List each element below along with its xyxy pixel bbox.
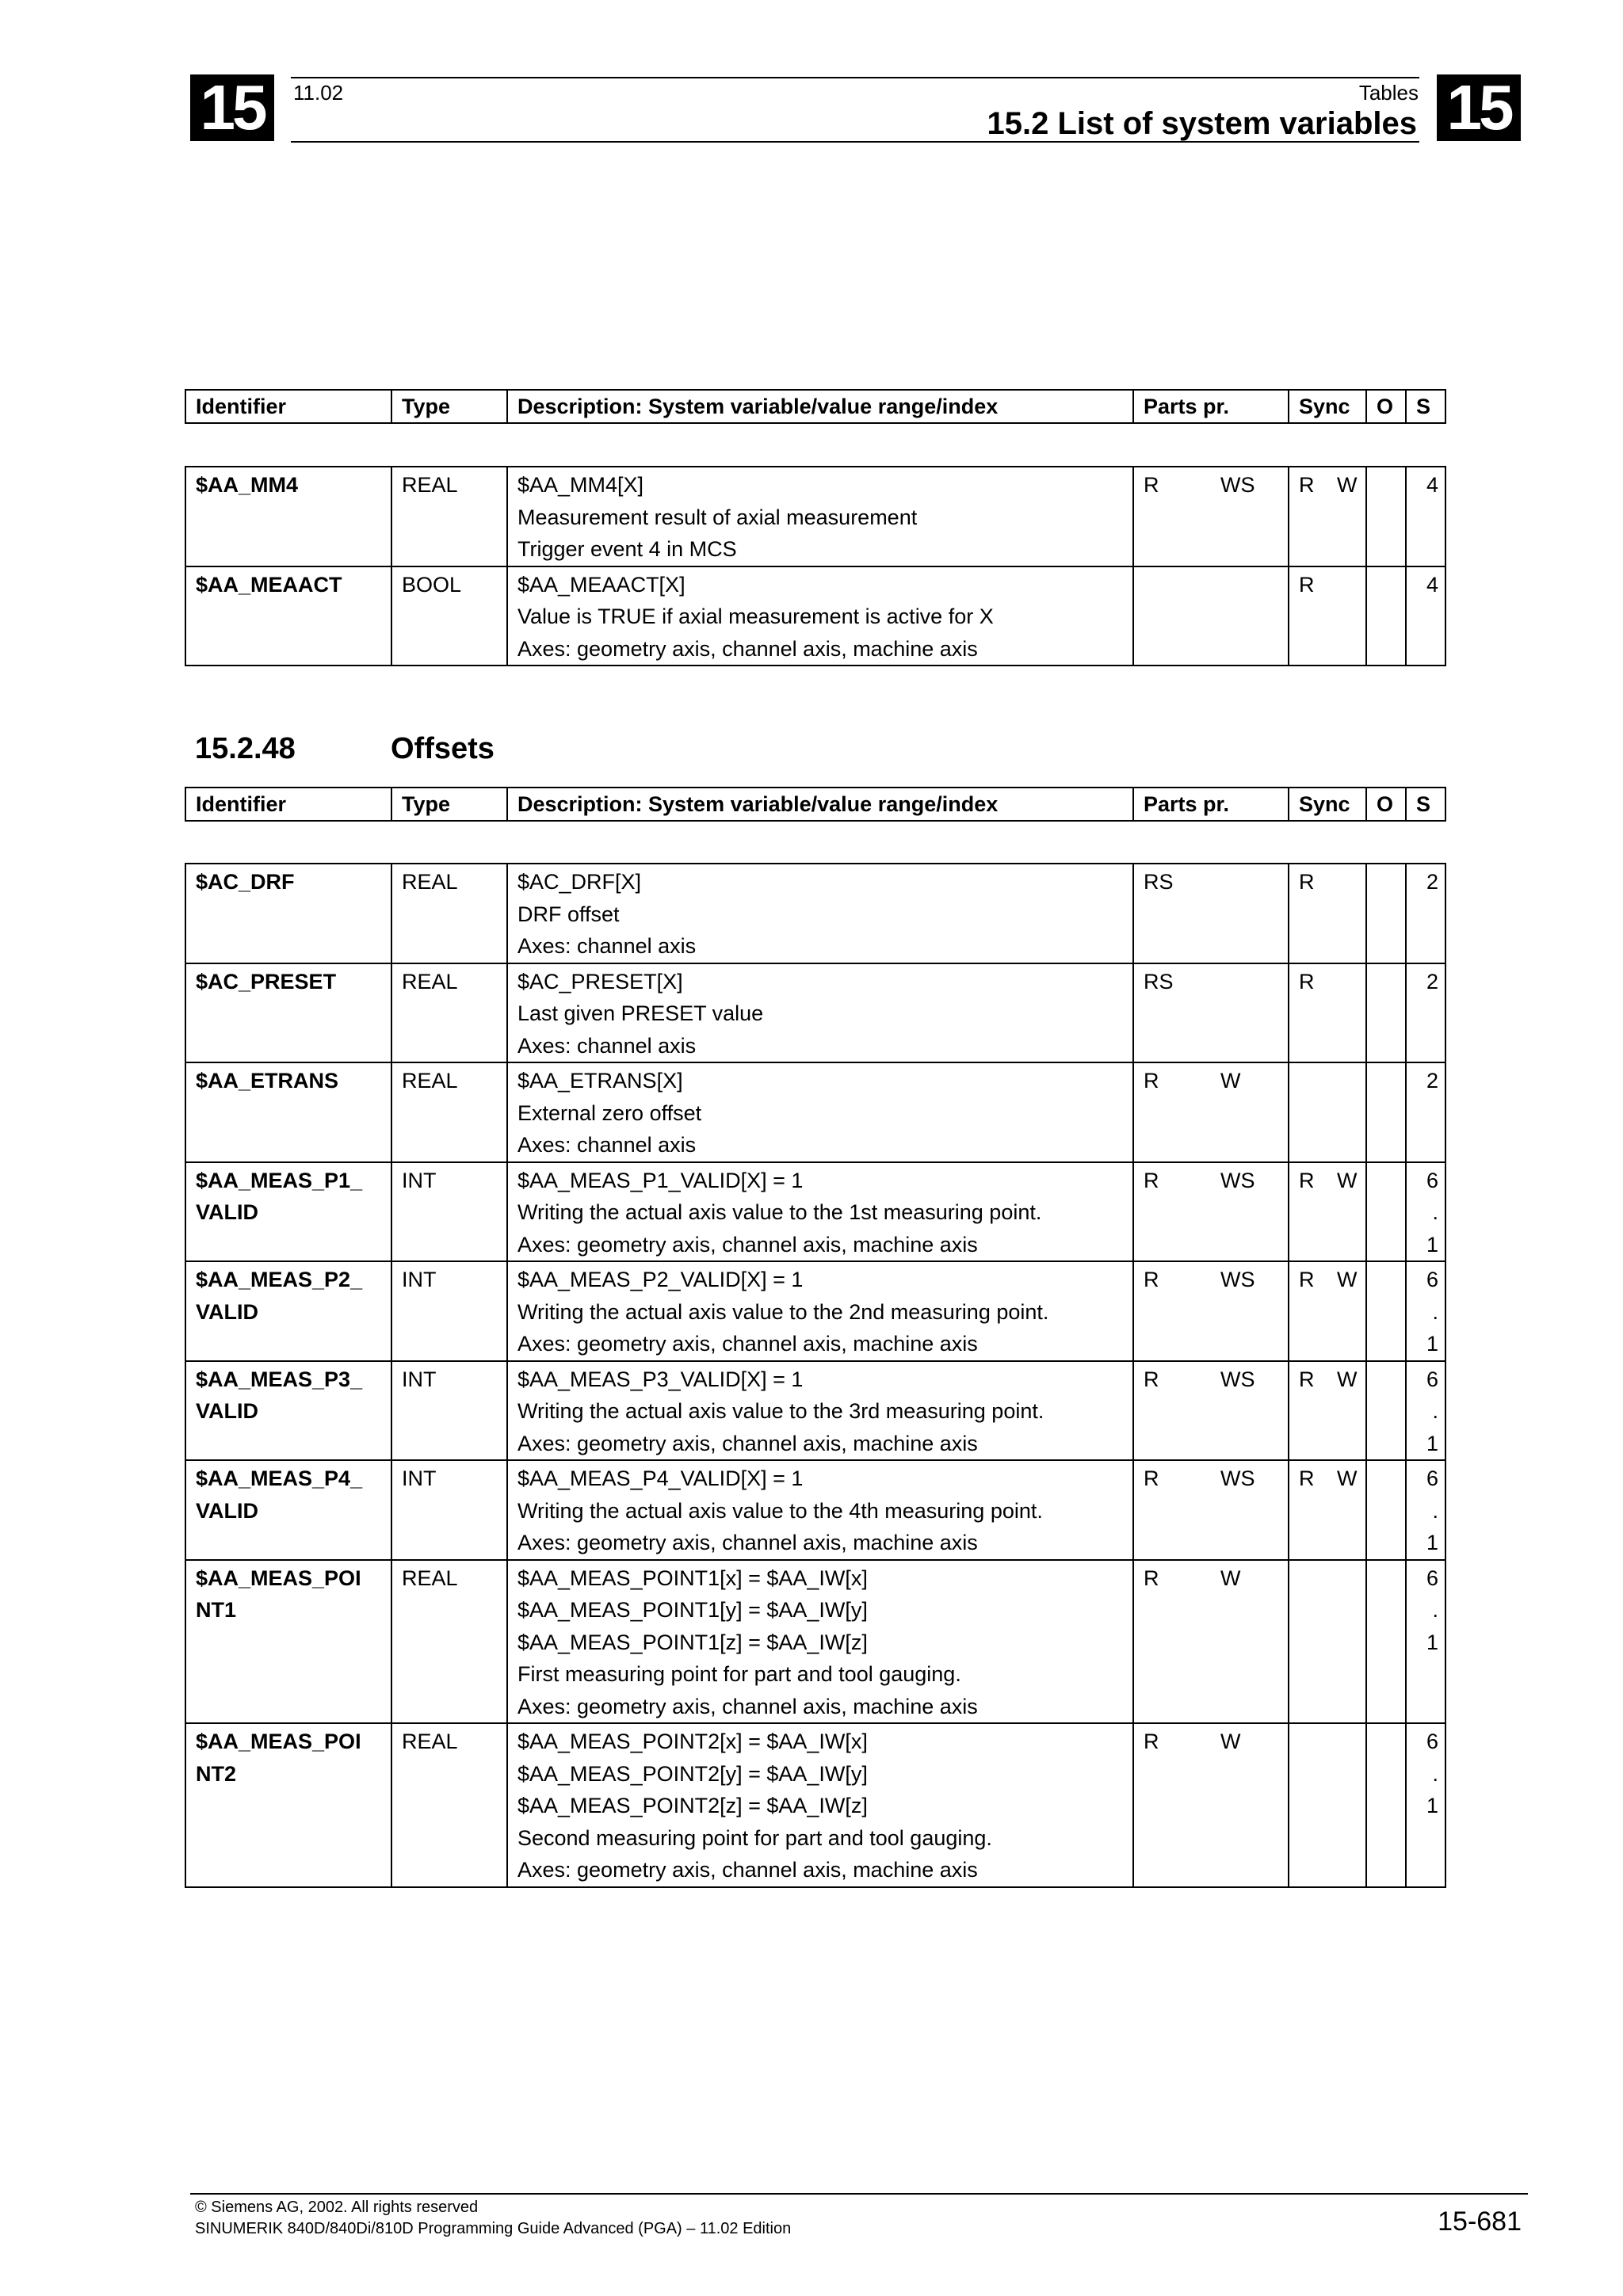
description-line: Value is TRUE if axial measurement is active for X xyxy=(517,605,994,628)
parts-read-cell: R xyxy=(1133,1261,1211,1361)
o-cell xyxy=(1366,864,1406,963)
identifier-cell: $AA_MM4 xyxy=(185,467,391,566)
o-cell xyxy=(1366,467,1406,566)
s-cell xyxy=(1406,1261,1445,1361)
s-value-line: 1 xyxy=(1426,1794,1438,1817)
parts-read-cell: R xyxy=(1133,1361,1211,1461)
description-line: Axes: geometry axis, channel axis, machine axis xyxy=(517,1431,978,1455)
parts-write-cell: WS xyxy=(1211,1361,1289,1461)
s-cell xyxy=(1406,1560,1445,1724)
description-line: Axes: channel axis xyxy=(517,1133,697,1157)
type-cell: REAL xyxy=(391,864,507,963)
parts-write-cell xyxy=(1211,864,1289,963)
parts-read-cell: R xyxy=(1133,1460,1211,1560)
s-value-line: 2 xyxy=(1426,870,1438,894)
s-value-line: 2 xyxy=(1426,969,1438,994)
section-number: 15.2.48 xyxy=(195,732,296,765)
description-cell xyxy=(507,1460,1133,1560)
col-header-sync: Sync xyxy=(1289,390,1366,423)
description-line: Writing the actual axis value to the 4th measuring point. xyxy=(517,1498,1043,1523)
o-cell xyxy=(1366,1361,1406,1461)
parts-write-cell: WS xyxy=(1211,1162,1289,1262)
o-cell xyxy=(1366,1162,1406,1262)
col-header-type: Type xyxy=(391,788,507,821)
identifier-cell: $AC_PRESET xyxy=(185,963,391,1063)
description-line: Axes: channel axis xyxy=(517,934,697,958)
offsets-table xyxy=(185,863,1446,1888)
identifier-cell: $AA_MEAACT xyxy=(185,566,391,666)
table-row xyxy=(185,1723,1445,1887)
s-value-line: 1 xyxy=(1426,1332,1438,1356)
o-cell xyxy=(1366,566,1406,666)
description-line: Axes: geometry axis, channel axis, machine axis xyxy=(517,1531,978,1554)
sync-write-cell xyxy=(1327,963,1366,1063)
col-header-identifier: Identifier xyxy=(185,390,391,423)
col-header-parts: Parts pr. xyxy=(1133,390,1289,423)
description-line: Last given PRESET value xyxy=(517,1001,764,1025)
sync-write-cell: W xyxy=(1327,1261,1366,1361)
description-line: $AA_MEAS_POINT2[z] = $AA_IW[z] xyxy=(517,1794,868,1817)
table-row xyxy=(185,566,1445,666)
s-cell xyxy=(1406,1062,1445,1162)
table-row xyxy=(185,1062,1445,1162)
header-chapter-title: Tables xyxy=(1358,81,1419,105)
variables-table-1 xyxy=(185,466,1446,666)
table-row xyxy=(185,467,1445,566)
type-cell: REAL xyxy=(391,963,507,1063)
description-line: $AA_MEAACT[X] xyxy=(517,572,685,597)
table-row xyxy=(185,1162,1445,1262)
type-cell: REAL xyxy=(391,467,507,566)
description-line: Measurement result of axial measurement xyxy=(517,505,918,529)
s-cell xyxy=(1406,1361,1445,1461)
sync-write-cell xyxy=(1327,1560,1366,1724)
parts-write-cell xyxy=(1211,566,1289,666)
identifier-cell: $AA_MEAS_P4_ VALID xyxy=(185,1460,391,1560)
s-value-line: . xyxy=(1432,1498,1438,1523)
s-value-line: 1 xyxy=(1426,1531,1438,1554)
description-line: $AA_MM4[X] xyxy=(517,473,644,497)
type-cell: REAL xyxy=(391,1560,507,1724)
description-cell xyxy=(507,864,1133,963)
table-row xyxy=(185,963,1445,1063)
type-cell: REAL xyxy=(391,1062,507,1162)
o-cell xyxy=(1366,1723,1406,1887)
s-value-line: . xyxy=(1432,1399,1438,1423)
description-line: Axes: channel axis xyxy=(517,1033,697,1058)
type-cell: REAL xyxy=(391,1723,507,1887)
col-header-type: Type xyxy=(391,390,507,423)
footer-guide-title: SINUMERIK 840D/840Di/810D Programming Guide Advanced (PGA) – 11.02 Edition xyxy=(195,2220,792,2237)
parts-read-cell: R xyxy=(1133,1723,1211,1887)
description-cell xyxy=(507,467,1133,566)
s-value-line: 6 xyxy=(1426,1268,1438,1291)
description-line: Trigger event 4 in MCS xyxy=(517,537,737,561)
description-cell xyxy=(507,566,1133,666)
sync-read-cell xyxy=(1289,1560,1327,1724)
description-cell xyxy=(507,1261,1133,1361)
identifier-cell: $AA_MEAS_P2_ VALID xyxy=(185,1261,391,1361)
sync-write-cell: W xyxy=(1327,467,1366,566)
s-value-line: 2 xyxy=(1426,1069,1438,1093)
table-row xyxy=(185,864,1445,963)
identifier-cell: $AA_MEAS_POI NT2 xyxy=(185,1723,391,1887)
description-line: $AA_MEAS_POINT1[x] = $AA_IW[x] xyxy=(517,1566,868,1590)
description-cell xyxy=(507,1723,1133,1887)
col-header-description: Description: System variable/value range/index xyxy=(507,390,1133,423)
s-value-line: 6 xyxy=(1426,1168,1438,1192)
description-line: Second measuring point for part and tool gauging. xyxy=(517,1825,992,1850)
description-line: $AA_MEAS_POINT1[z] = $AA_IW[z] xyxy=(517,1630,868,1654)
description-cell xyxy=(507,963,1133,1063)
sync-write-cell: W xyxy=(1327,1361,1366,1461)
s-value-line: . xyxy=(1432,1761,1438,1786)
header-section-title: 15.2 List of system variables xyxy=(987,106,1417,141)
column-header-table-2 xyxy=(185,787,1446,822)
s-value-line: 6 xyxy=(1426,1466,1438,1490)
o-cell xyxy=(1366,1261,1406,1361)
col-header-description: Description: System variable/value range/index xyxy=(507,788,1133,821)
parts-write-cell: WS xyxy=(1211,467,1289,566)
table-row xyxy=(185,1460,1445,1560)
description-line: $AC_DRF[X] xyxy=(517,870,642,894)
col-header-identifier: Identifier xyxy=(185,788,391,821)
description-line: $AA_MEAS_P1_VALID[X] = 1 xyxy=(517,1168,804,1192)
parts-read-cell: R xyxy=(1133,1162,1211,1262)
s-value-line: 6 xyxy=(1426,1730,1438,1753)
s-cell xyxy=(1406,566,1445,666)
sync-write-cell xyxy=(1327,1723,1366,1887)
parts-read-cell: R xyxy=(1133,467,1211,566)
s-value-line: 1 xyxy=(1426,1232,1438,1257)
description-line: Axes: geometry axis, channel axis, machine axis xyxy=(517,636,978,661)
type-cell: INT xyxy=(391,1460,507,1560)
footer-copyright: © Siemens AG, 2002. All rights reserved xyxy=(195,2199,479,2216)
description-cell xyxy=(507,1361,1133,1461)
parts-read-cell: R xyxy=(1133,1062,1211,1162)
sync-read-cell: R xyxy=(1289,1261,1327,1361)
description-line: Axes: geometry axis, channel axis, machine axis xyxy=(517,1332,978,1356)
description-line: First measuring point for part and tool gauging. xyxy=(517,1662,961,1686)
parts-read-cell xyxy=(1133,566,1211,666)
parts-write-cell xyxy=(1211,963,1289,1063)
page-number: 15-681 xyxy=(1438,2206,1522,2237)
s-value-line: . xyxy=(1432,1598,1438,1622)
s-value-line: 6 xyxy=(1426,1367,1438,1391)
s-value-line: . xyxy=(1432,1299,1438,1324)
sync-write-cell: W xyxy=(1327,1460,1366,1560)
col-header-s: S xyxy=(1406,788,1445,821)
o-cell xyxy=(1366,1062,1406,1162)
description-line: $AA_MEAS_POINT1[y] = $AA_IW[y] xyxy=(517,1598,868,1622)
parts-write-cell: WS xyxy=(1211,1261,1289,1361)
s-cell xyxy=(1406,467,1445,566)
s-value-line: 4 xyxy=(1426,572,1438,597)
parts-write-cell: WS xyxy=(1211,1460,1289,1560)
description-line: $AA_MEAS_POINT2[x] = $AA_IW[x] xyxy=(517,1730,868,1753)
header-date: 11.02 xyxy=(293,81,344,105)
col-header-parts: Parts pr. xyxy=(1133,788,1289,821)
description-line: $AA_MEAS_P4_VALID[X] = 1 xyxy=(517,1466,804,1490)
table-row xyxy=(185,1261,1445,1361)
description-line: $AA_MEAS_P3_VALID[X] = 1 xyxy=(517,1367,804,1391)
s-cell xyxy=(1406,1723,1445,1887)
description-line: $AA_MEAS_POINT2[y] = $AA_IW[y] xyxy=(517,1761,868,1786)
description-line: Writing the actual axis value to the 2nd measuring point. xyxy=(517,1299,1049,1324)
section-title: Offsets xyxy=(391,732,495,765)
sync-write-cell xyxy=(1327,864,1366,963)
s-value-line: 4 xyxy=(1426,473,1438,497)
description-line: $AA_ETRANS[X] xyxy=(517,1069,683,1093)
sync-read-cell xyxy=(1289,1062,1327,1162)
header-rule-top xyxy=(291,77,1419,78)
description-line: Writing the actual axis value to the 3rd measuring point. xyxy=(517,1399,1044,1423)
type-cell: INT xyxy=(391,1361,507,1461)
parts-read-cell: RS xyxy=(1133,963,1211,1063)
sync-write-cell xyxy=(1327,566,1366,666)
header-rule-bottom xyxy=(291,141,1419,143)
description-line: Writing the actual axis value to the 1st measuring point. xyxy=(517,1200,1042,1224)
o-cell xyxy=(1366,1560,1406,1724)
s-cell xyxy=(1406,864,1445,963)
sync-read-cell: R xyxy=(1289,467,1327,566)
type-cell: INT xyxy=(391,1261,507,1361)
description-cell xyxy=(507,1560,1133,1724)
s-cell xyxy=(1406,1460,1445,1560)
sync-read-cell: R xyxy=(1289,1361,1327,1461)
type-cell: BOOL xyxy=(391,566,507,666)
sync-read-cell: R xyxy=(1289,1460,1327,1560)
description-line: Axes: geometry axis, channel axis, machine axis xyxy=(517,1858,978,1882)
description-line: External zero offset xyxy=(517,1100,702,1125)
parts-read-cell: R xyxy=(1133,1560,1211,1724)
description-line: $AA_MEAS_P2_VALID[X] = 1 xyxy=(517,1268,804,1291)
description-cell xyxy=(507,1062,1133,1162)
chapter-number-badge-right: 15 xyxy=(1437,74,1521,141)
table-row xyxy=(185,1560,1445,1724)
table-row xyxy=(185,1361,1445,1461)
parts-write-cell: W xyxy=(1211,1723,1289,1887)
s-value-line: 1 xyxy=(1426,1630,1438,1654)
footer-rule xyxy=(190,2193,1528,2195)
description-cell xyxy=(507,1162,1133,1262)
identifier-cell: $AC_DRF xyxy=(185,864,391,963)
s-value-line: 1 xyxy=(1426,1431,1438,1455)
sync-read-cell: R xyxy=(1289,566,1327,666)
parts-read-cell: RS xyxy=(1133,864,1211,963)
parts-write-cell: W xyxy=(1211,1560,1289,1724)
sync-read-cell: R xyxy=(1289,1162,1327,1262)
identifier-cell: $AA_MEAS_P1_ VALID xyxy=(185,1162,391,1262)
col-header-s: S xyxy=(1406,390,1445,423)
identifier-cell: $AA_MEAS_P3_ VALID xyxy=(185,1361,391,1461)
s-value-line: 6 xyxy=(1426,1566,1438,1590)
s-cell xyxy=(1406,963,1445,1063)
sync-write-cell: W xyxy=(1327,1162,1366,1262)
parts-write-cell: W xyxy=(1211,1062,1289,1162)
col-header-o: O xyxy=(1366,788,1406,821)
sync-read-cell: R xyxy=(1289,864,1327,963)
s-value-line: . xyxy=(1432,1200,1438,1224)
column-header-table-1 xyxy=(185,389,1446,424)
description-line: Axes: geometry axis, channel axis, machine axis xyxy=(517,1694,978,1718)
sync-write-cell xyxy=(1327,1062,1366,1162)
chapter-number-badge-left: 15 xyxy=(190,74,274,141)
description-line: DRF offset xyxy=(517,902,620,926)
sync-read-cell xyxy=(1289,1723,1327,1887)
type-cell: INT xyxy=(391,1162,507,1262)
col-header-sync: Sync xyxy=(1289,788,1366,821)
description-line: Axes: geometry axis, channel axis, machine axis xyxy=(517,1232,978,1257)
s-cell xyxy=(1406,1162,1445,1262)
identifier-cell: $AA_ETRANS xyxy=(185,1062,391,1162)
o-cell xyxy=(1366,963,1406,1063)
o-cell xyxy=(1366,1460,1406,1560)
col-header-o: O xyxy=(1366,390,1406,423)
description-line: $AC_PRESET[X] xyxy=(517,969,683,994)
sync-read-cell: R xyxy=(1289,963,1327,1063)
identifier-cell: $AA_MEAS_POI NT1 xyxy=(185,1560,391,1724)
